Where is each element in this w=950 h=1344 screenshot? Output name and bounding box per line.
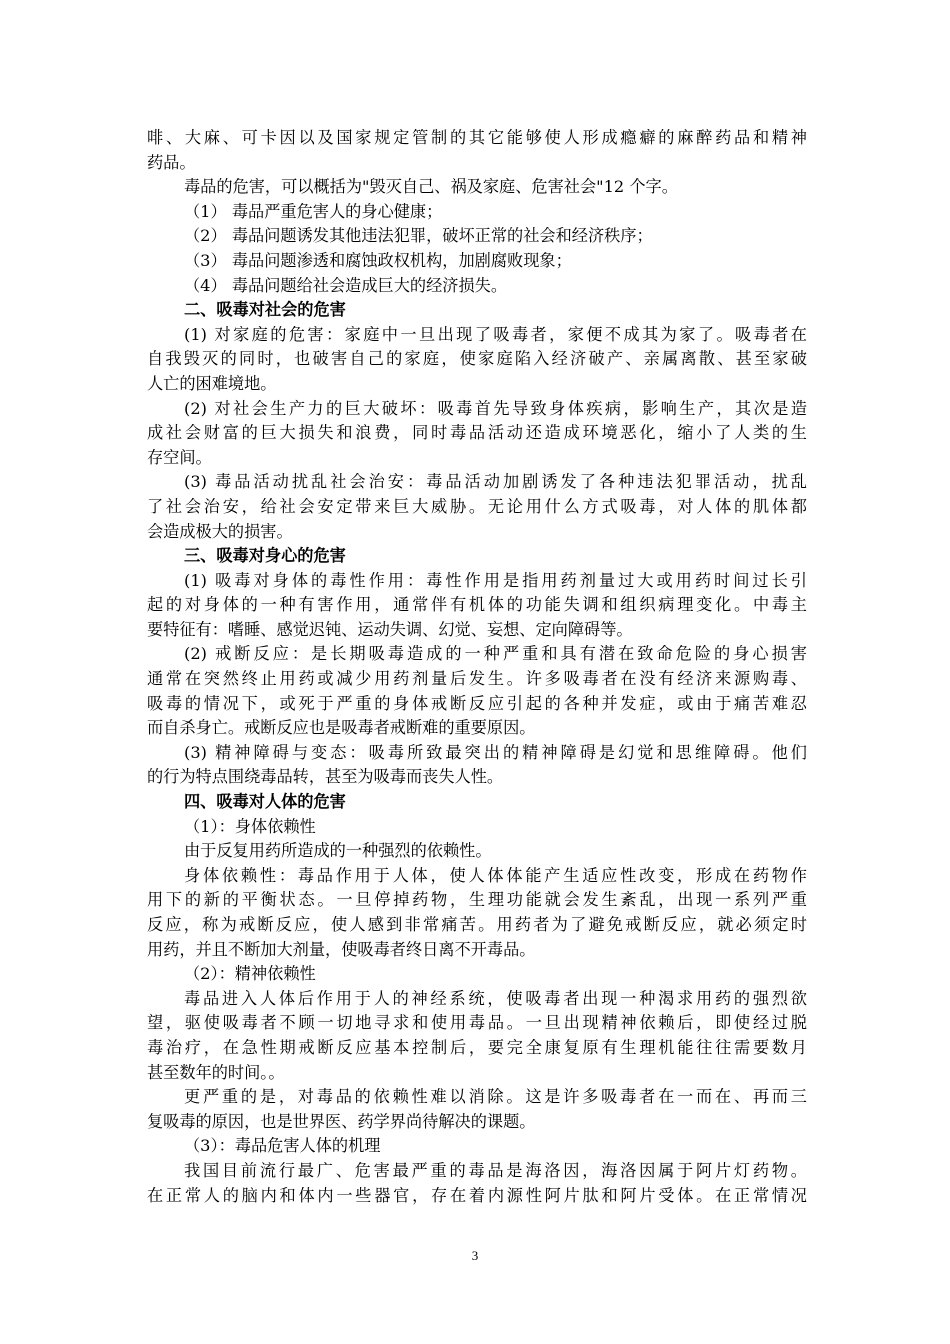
text-line: 吸毒的情况下，或死于严重的身体戒断反应引起的各种并发症，或由于痛苦难忍 [147, 693, 807, 713]
text-line: 通常在突然终止用药或减少用药剂量后发生。许多吸毒者在没有经济来源购毒、 [147, 669, 807, 689]
text-line: 了社会治安，给社会安定带来巨大威胁。无论用什么方式吸毒，对人体的肌体都 [147, 496, 807, 516]
text-line: 药品。 [147, 152, 196, 172]
section-heading: 三、吸毒对身心的危害 [184, 546, 346, 566]
text-line: 由于反复用药所造成的一种强烈的依赖性。 [184, 841, 492, 861]
text-line: （3） 毒品问题渗透和腐蚀政权机构，加剧腐败现象； [184, 250, 572, 270]
text-line: （1）：身体依赖性 [184, 816, 316, 836]
text-line: (1) 吸毒对身体的毒性作用：毒性作用是指用药剂量过大或用药时间过长引 [184, 570, 807, 590]
text-line: (2) 对社会生产力的巨大破坏：吸毒首先导致身体疾病，影响生产，其次是造 [184, 398, 807, 418]
text-line: 而自杀身亡。戒断反应也是吸毒者戒断难的重要原因。 [147, 718, 536, 738]
section-heading: 四、吸毒对人体的危害 [184, 792, 346, 812]
text-line: 毒治疗，在急性期戒断反应基本控制后，要完全康复原有生理机能往往需要数月 [147, 1037, 807, 1057]
document-body [147, 126, 807, 1208]
text-line: 存空间。 [147, 447, 212, 467]
text-line: （2） 毒品问题诱发其他违法犯罪，破坏正常的社会和经济秩序； [184, 226, 653, 246]
text-line: 毒品的危害，可以概括为"毁灭自己、祸及家庭、危害社会"12 个字。 [184, 177, 678, 197]
text-line: 成社会财富的巨大损失和浪费，同时毒品活动还造成环境恶化，缩小了人类的生 [147, 423, 807, 443]
text-line: 啡、大麻、可卡因以及国家规定管制的其它能够使人形成瘾癖的麻醉药品和精神 [147, 128, 807, 147]
text-line: (1) 对家庭的危害：家庭中一旦出现了吸毒者，家便不成其为家了。吸毒者在 [184, 324, 807, 344]
text-line: 望，驱使吸毒者不顾一切地寻求和使用毒品。一旦出现精神依赖后，即使经过脱 [147, 1013, 807, 1033]
text-line: 用下的新的平衡状态。一旦停掉药物，生理功能就会发生紊乱，出现一系列严重 [147, 890, 807, 910]
text-line: （2）：精神依赖性 [184, 964, 316, 984]
text-line: （3）：毒品危害人体的机理 [184, 1136, 381, 1156]
text-line: 复吸毒的原因，也是世界医、药学界尚待解决的课题。 [147, 1111, 536, 1131]
text-line: （1） 毒品严重危害人的身心健康； [184, 201, 443, 221]
text-line: 毒品进入人体后作用于人的神经系统，使吸毒者出现一种渴求用药的强烈欲 [184, 988, 807, 1008]
text-line: 身体依赖性：毒品作用于人体，使人体体能产生适应性改变，形成在药物作 [184, 865, 807, 885]
text-line: 甚至数年的时间。。 [147, 1062, 285, 1082]
text-line: （4） 毒品问题给社会造成巨大的经济损失。 [184, 275, 508, 295]
text-line: 人亡的困难境地。 [147, 373, 277, 393]
text-line: (2) 戒断反应：是长期吸毒造成的一种严重和具有潜在致命危险的身心损害 [184, 644, 807, 664]
text-line: 的行为特点围绕毒品转，甚至为吸毒而丧失人性。 [147, 767, 504, 787]
text-line: (3) 毒品活动扰乱社会治安：毒品活动加剧诱发了各种违法犯罪活动，扰乱 [184, 472, 807, 492]
text-line: 用药，并且不断加大剂量，使吸毒者终日离不开毒品。 [147, 939, 536, 959]
text-line: (3) 精神障碍与变态：吸毒所致最突出的精神障碍是幻觉和思维障碍。他们 [184, 742, 807, 762]
text-line: 起的对身体的一种有害作用，通常伴有机体的功能失调和组织病理变化。中毒主 [147, 595, 807, 615]
text-line: 更严重的是，对毒品的依赖性难以消除。这是许多吸毒者在一而在、再而三 [184, 1087, 807, 1107]
section-heading: 二、吸毒对社会的危害 [184, 300, 346, 320]
page-number: 3 [471, 1248, 479, 1263]
text-line: 自我毁灭的同时，也破害自己的家庭，使家庭陷入经济破产、亲属离散、甚至家破 [147, 349, 807, 369]
text-line: 在正常人的脑内和体内一些器官，存在着内源性阿片肽和阿片受体。在正常情况 [147, 1185, 807, 1205]
text-line: 反应，称为戒断反应，使人感到非常痛苦。用药者为了避免戒断反应，就必须定时 [147, 915, 807, 934]
text-line: 要特征有：嗜睡、感觉迟钝、运动失调、幻觉、妄想、定向障碍等。 [147, 619, 633, 639]
text-line: 我国目前流行最广、危害最严重的毒品是海洛因，海洛因属于阿片灯药物。 [184, 1160, 807, 1180]
text-line: 会造成极大的损害。 [147, 521, 293, 541]
